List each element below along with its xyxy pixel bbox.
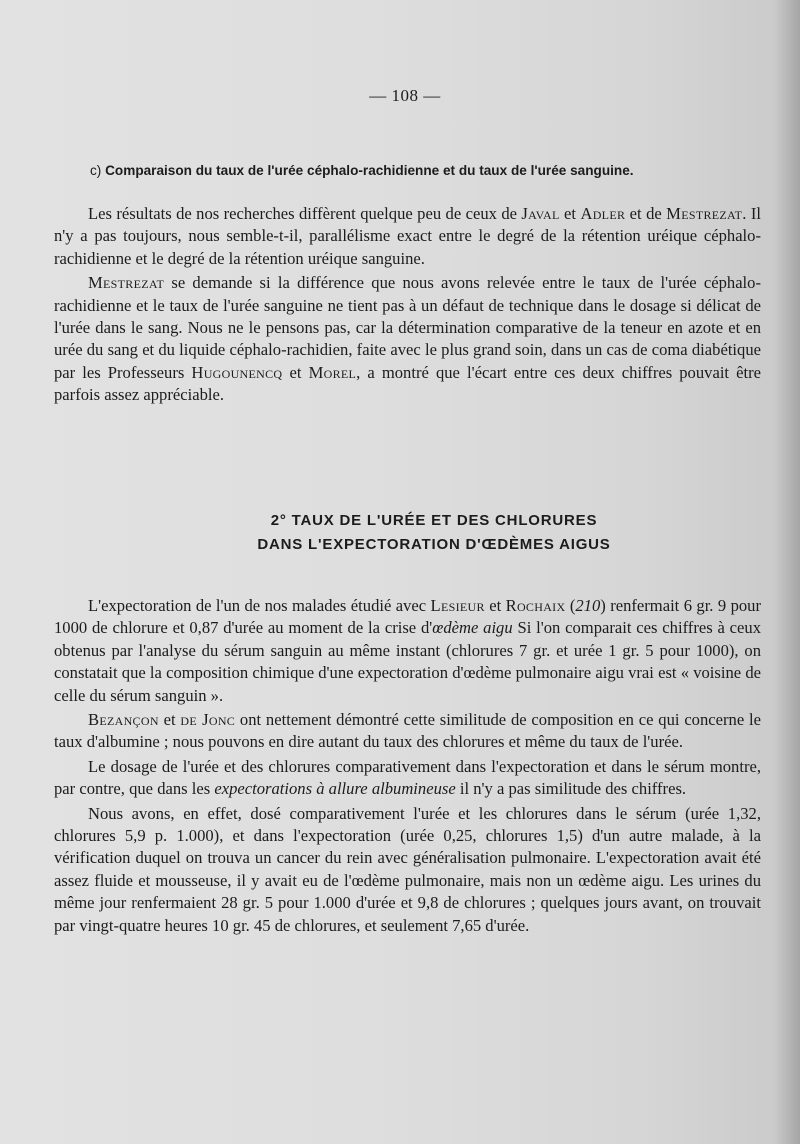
page-number: — 108 — [369,86,441,105]
author-name: Adler [580,204,626,223]
section-heading-line2: DANS L'EXPECTORATION D'ŒDÈMES AIGUS [257,536,611,553]
text: et [282,362,309,382]
paragraph [54,203,761,270]
section2-body [54,595,761,937]
text: ( [565,596,576,615]
author-name: Morel [308,362,357,382]
text: et [484,596,506,615]
paragraph [54,709,761,754]
text: et de [625,204,667,223]
section1-body [54,203,761,407]
text: Si l'on comparait ces chiffres à ceux obtenus par l'analyse du sérum sanguin au même instant (chlorures 7 gr. et urée 1 gr. 5 pour 1000), on constatait que la composition chimique d'une expectoration d'œdème pulmonaire aigu vrai est « voisine de celle du sérum sanguin ». [54,618,761,705]
author-name: Bezançon [88,710,159,730]
reference-number: 210 [575,596,601,615]
author-name: Hugounencq [191,362,283,382]
paragraph [54,803,761,937]
subsection-title: Comparaison du taux de l'urée céphalo-rachidienne et du taux de l'urée sanguine. [105,163,634,178]
text: ) renfermait 6 gr. 9 pour 1000 de chlorure et 0,87 d'urée au moment de la crise d' [54,596,761,638]
section-heading-line1: 2° TAUX DE L'URÉE ET DES CHLORURES [270,512,598,529]
author-name: Mestrezat [88,273,165,293]
text: et [559,204,581,223]
italic-text: expectorations à allure albumineuse [214,779,456,799]
paragraph [54,595,761,707]
author-name: Rochaix [505,596,566,615]
text: il n'y a pas similitude des chiffres. [455,779,687,799]
author-name: Javal [521,204,560,223]
author-name: de Jonc [180,710,236,730]
author-name: Lesieur [430,596,485,615]
subsection-heading [90,163,770,178]
text: Le dosage de l'urée et des chlorures comparativement dans l'expectoration et dans le sérum montre, par contre, que dans les [54,756,761,799]
text: se demande si la différence que nous avons relevée entre le taux de l'urée céphalo-rachidienne et le taux de l'urée sanguine ne tient pas à un défaut de technique dans le dosage si délicat de l'urée dans le sang. Nous ne le pensons pas, car la détermination comparative de la teneur en azote et en urée du sang et du liquide céphalo-rachidien, faite avec le plus grand soin, dans un cas de coma diabétique par les Professeurs [54,273,761,382]
paragraph [54,756,761,801]
text: . Il n'y a pas toujours, nous semble-t-il, parallélisme exact entre le degré de la rétention uréique céphalo-rachidienne et le degré de la rétention uréique sanguine. [54,204,761,268]
text: et [158,710,181,730]
text: L'expectoration de l'un de nos malades étudié avec [88,596,431,615]
subsection-label: c) [90,163,102,178]
text: ont nettement démontré cette similitude de composition en ce qui concerne le taux d'albumine ; nous pouvons en dire autant du taux des chlorures et même du taux de l'urée. [54,710,761,752]
text: Les résultats de nos recherches diffèrent quelque peu de ceux de [88,204,522,223]
author-name: Mestrezat [666,204,743,223]
paragraph [54,272,761,406]
italic-text: œdème aigu [432,618,513,638]
text: , a montré que l'écart entre ces deux chiffres pouvait être parfois assez appréciable. [54,362,761,405]
text: Nous avons, en effet, dosé comparativement l'urée et les chlorures dans le sérum (urée 1,32, chlorures 5,9 p. 1.000), et dans l'expectoration (urée 0,25, chlorures 1,5) d'un autre malade, à la vérification duquel on trouva un cancer du rein avec généralisation pulmonaire. L'expectoration avait été assez fluide et mousseuse, il y avait eu de l'œdème pulmonaire, mais non un œdème aigu. Les urines du même jour renfermaient 28 gr. 5 pour 1.000 d'urée et 9,8 de chlorures ; quelques jours avant, on trouvait par vingt-quatre heures 10 gr. 45 de chlorures, et seulement 7,65 d'urée. [54,803,761,935]
